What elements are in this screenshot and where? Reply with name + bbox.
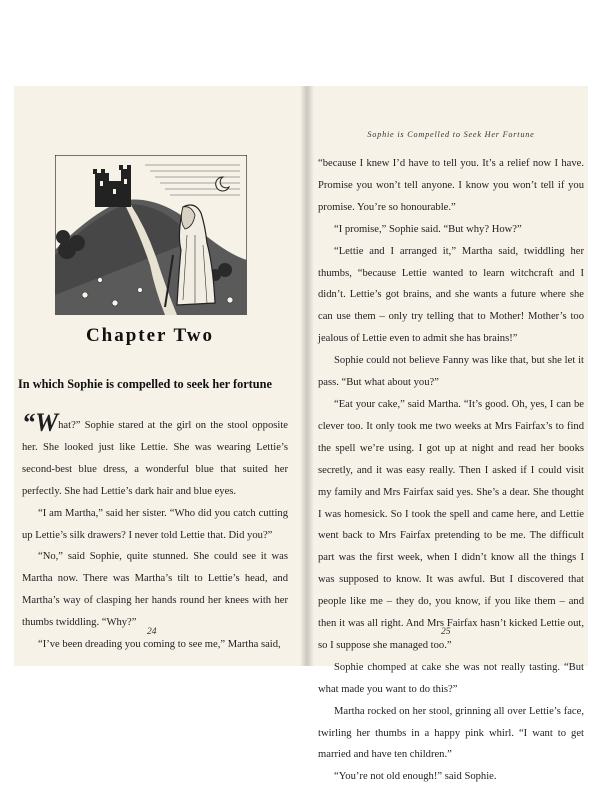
paragraph: “I am Martha,” said her sister. “Who did you catch cutting up Lettie’s silk drawers? I never told Lettie that. Did you?” (22, 507, 288, 541)
chapter-title: Chapter Two (85, 325, 215, 346)
paragraph: “I promise,” Sophie said. “But why? How?” (334, 223, 522, 235)
book-gutter (300, 86, 314, 666)
paragraph: “Eat your cake,” said Martha. “It’s good. Oh, yes, I can be clever too. It only took me two weeks at Mrs Fairfax’s to find the spell we’re using. I got up at night and read her books secretly, and it was easy really. Then I asked if I could visit my family and Mrs Fairfax said yes. She’s a dear. She thought I was homesick. So I took the spell and came here, and Lettie went back to Mrs Fairfax pretending to be me. The difficult part was the first week, when I didn’t know all the things I was supposed to know. It was awful. But I discovered that people like me – they do, you know, if you like them – and then it was all right. And Mrs Fairfax hasn’t kicked Lettie out, so I suppose she managed too.” (318, 398, 584, 651)
paragraph: “Lettie and I arranged it,” Martha said, twiddling her thumbs, “because Lettie wanted to learn witchcraft and I didn’t. Lettie’s got brains, and she wants a future where she can use them – only try telling that to Mother! Mother’s too jealous of Lettie even to admit she has brains!” (318, 245, 584, 345)
running-head: Sophie is Compelled to Seek Her Fortune (367, 130, 535, 139)
paragraph: Martha rocked on her stool, grinning all over Lettie’s face, twirling her thumbs in a happy pink whirl. “I want to get married and have ten children.” (318, 705, 584, 761)
left-page-text (22, 408, 288, 656)
chapter-subtitle: In which Sophie is compelled to seek her fortune (18, 377, 272, 391)
paragraph: Sophie could not believe Fanny was like that, but she let it pass. “But what about you?” (318, 355, 584, 389)
paragraph: “I’ve been dreading you coming to see me,” Martha said, (38, 639, 281, 651)
page-number: 24 (147, 627, 157, 637)
right-page-text (318, 153, 584, 788)
paragraph: “because I knew I’d have to tell you. It’s a relief now I have. Promise you won’t tell anyone. I know you won’t tell if you promise. You’re so honourable.” (318, 158, 584, 213)
paragraph: Sophie chomped at cake she was not really tasting. “But what made you want to do this?” (318, 661, 584, 695)
drop-cap: “W (22, 408, 59, 437)
paragraph: “No,” said Sophie, quite stunned. She could see it was Martha now. There was Martha’s tilt to Lettie’s head, and Martha’s way of clasping her hands round her knees with her thumbs twiddling. “Why?” (22, 551, 288, 629)
paragraph (22, 408, 288, 503)
page-number: 25 (441, 627, 451, 637)
paragraph: “You’re not old enough!” said Sophie. (334, 771, 497, 783)
paragraph-text: hat?” Sophie stared at the girl on the stool opposite her. She looked just like Lettie. She was wearing Lettie’s second-best blue dress, a wonderful blue that suited her perfectly. She had Lettie’s dark hair and blue eyes. (22, 420, 288, 497)
castle-on-hill-with-hooded-figure-icon (55, 155, 247, 315)
